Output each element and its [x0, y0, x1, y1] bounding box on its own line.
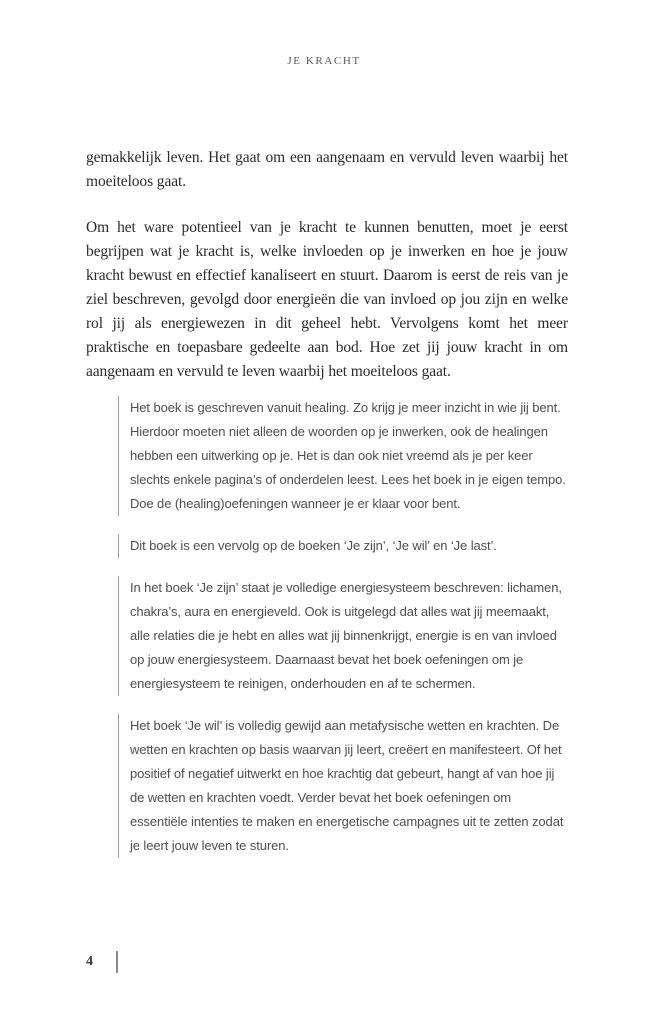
footer-divider — [116, 951, 118, 973]
body-paragraph-2: Om het ware potentieel van je kracht te kunnen benutten, moet je eerst begrijpen wat je kracht is, welke invloeden op je inwerken en hoe je jouw kracht bewust en effectief kanaliseert en stuurt. Daarom is eerst de reis van je ziel beschreven, gevolgd door energieën die van invloed op jou zijn en welke rol jij als energiewezen in dit geheel hebt. Vervolgens komt het meer praktische en toepasbare gedeelte aan bod. Hoe zet jij jouw kracht in om aangenaam en vervuld te leven waarbij het moeiteloos gaat. — [86, 219, 568, 380]
blockquote-3: In het boek ‘Je zijn’ staat je volledige energiesysteem beschreven: lichamen, chakra’s, aura en energieveld. Ook is uitgelegd dat alles wat jij meemaakt, alle relaties die je hebt en alles wat jij binnenkrijgt, energie is en van invloed op jouw energiesysteem. Daarnaast bevat het boek oefeningen om je energiesysteem te reinigen, onderhouden en af te schermen. — [118, 576, 568, 696]
blockquote-section — [118, 396, 568, 858]
body-paragraph-1: gemakkelijk leven. Het gaat om een aangenaam en vervuld leven waarbij het moeiteloos gaat. — [86, 149, 568, 190]
blockquote-4: Het boek ‘Je wil’ is volledig gewijd aan metafysische wetten en krachten. De wetten en krachten op basis waarvan jij leert, creëert en manifesteert. Of het positief of negatief uitwerkt en hoe krachtig dat gebeurt, hangt af van hoe jij de wetten en krachten voedt. Verder bevat het boek oefeningen om essentiële intenties te maken en energetische campagnes uit te zetten zodat je leert jouw leven te sturen. — [118, 714, 568, 858]
page-number: 4 — [86, 954, 93, 969]
page-content — [86, 146, 568, 858]
page-footer — [86, 951, 118, 973]
blockquote-1: Het boek is geschreven vanuit healing. Zo krijg je meer inzicht in wie jij bent. Hierdoor moeten niet alleen de woorden op je inwerken, ook de healingen hebben een uitwerking op je. Het is dan ook niet vreemd als je per keer slechts enkele pagina’s of onderdelen leest. Lees het boek in je eigen tempo. Doe de (healing)oefeningen wanneer je er klaar voor bent. — [118, 396, 568, 516]
running-header: JE KRACHT — [287, 55, 361, 67]
blockquote-2: Dit boek is een vervolg op de boeken ‘Je zijn’, ‘Je wil’ en ‘Je last’. — [118, 534, 568, 558]
